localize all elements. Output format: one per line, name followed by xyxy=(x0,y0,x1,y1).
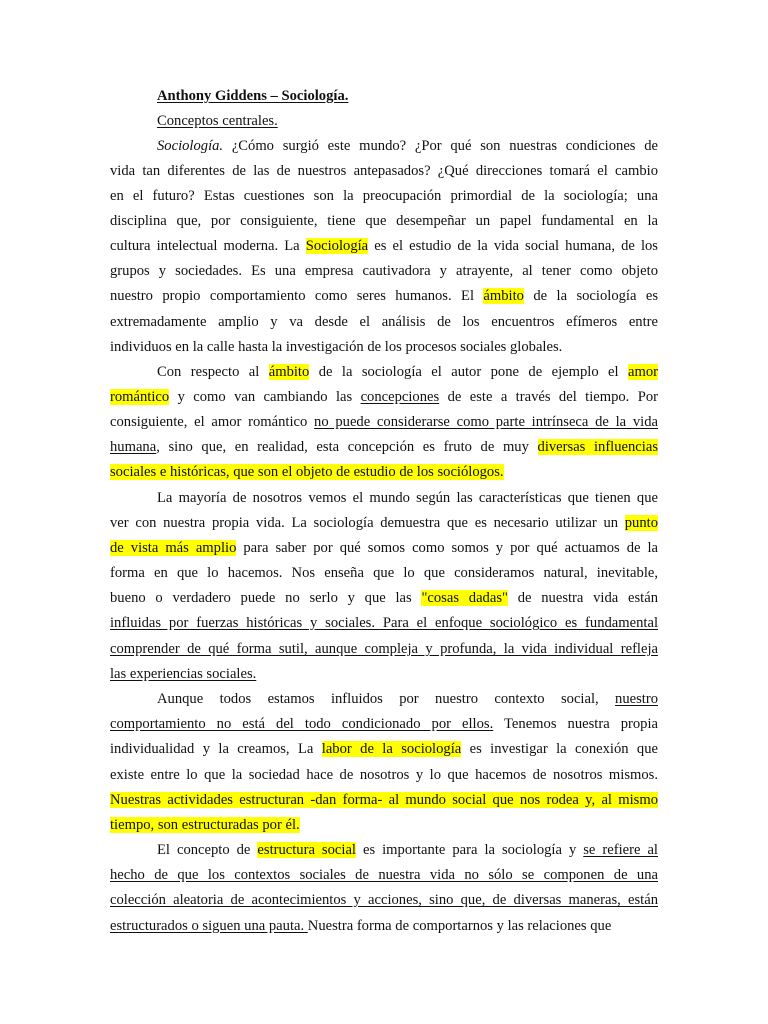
body-line xyxy=(110,538,658,558)
underlined-text: influidas por fuerzas históricas y sociales. Para el enfoque sociológico es fundamental xyxy=(110,615,658,631)
document-title xyxy=(157,86,348,106)
highlighted-text: ámbito xyxy=(268,364,310,380)
body-line xyxy=(110,739,658,759)
body-line xyxy=(110,865,658,885)
text-run: es importante para la sociología y xyxy=(355,842,584,858)
body-line xyxy=(110,513,658,533)
body-line xyxy=(110,588,658,608)
highlighted-text: estructura social xyxy=(257,842,356,858)
body-line xyxy=(110,462,658,482)
body-line xyxy=(110,261,658,281)
underlined-text: humana xyxy=(110,439,157,455)
body-line xyxy=(110,186,658,206)
body-line xyxy=(157,840,658,860)
underlined-text: hecho de que los contextos sociales de nuestra vida no sólo se componen de una xyxy=(110,867,658,883)
body-line xyxy=(110,639,658,659)
body-line xyxy=(110,563,658,583)
underlined-text: comportamiento no está del todo condicionado por ellos. xyxy=(110,716,494,732)
italic-text: Sociología. xyxy=(157,138,224,154)
highlighted-text: Nuestras actividades estructuran -dan forma- al mundo social que nos rodea y, al mismo xyxy=(110,792,658,808)
text-run: , sino que, en realidad, esta concepción es fruto de muy xyxy=(156,439,538,455)
body-line xyxy=(110,714,658,734)
text-run: grupos y sociedades. Es una empresa cautivadora y atrayente, al tener como objeto xyxy=(110,263,658,279)
highlighted-text: romántico xyxy=(110,389,170,405)
text-run: de la sociología el autor pone de ejemplo el xyxy=(309,364,628,380)
text-run: forma en que lo hacemos. Nos enseña que lo que consideramos natural, inevitable, xyxy=(110,565,658,581)
document-subtitle xyxy=(157,111,278,131)
body-line xyxy=(110,286,658,306)
text-run: bueno o verdadero puede no serlo y que las xyxy=(110,590,422,606)
title-text: Anthony Giddens – Sociología. xyxy=(157,88,349,104)
body-line xyxy=(110,312,658,332)
text-run: ver con nuestra propia vida. La sociología demuestra que es necesario utilizar un xyxy=(110,515,625,531)
highlighted-text: ámbito xyxy=(483,288,524,304)
body-line xyxy=(110,815,658,835)
underlined-text: comprender de qué forma sutil, aunque compleja y profunda, la vida individual refleja xyxy=(110,641,658,657)
text-run: Tenemos nuestra propia xyxy=(493,716,658,732)
text-run: de este a través del tiempo. Por xyxy=(439,389,658,405)
text-run: Aunque todos estamos influidos por nuestro contexto social, xyxy=(157,691,616,707)
underlined-text: las experiencias sociales. xyxy=(110,666,257,682)
underlined-text: colección aleatoria de acontecimientos y acciones, sino que, de diversas maneras, están xyxy=(110,892,658,908)
underlined-text: nuestro xyxy=(615,691,658,707)
text-run: y como van cambiando las xyxy=(169,389,361,405)
highlighted-text: sociales e históricas, que son el objeto de estudio de los sociólogos. xyxy=(110,464,504,480)
body-line xyxy=(110,765,658,785)
text-run: El concepto de xyxy=(157,842,258,858)
body-line xyxy=(110,211,658,231)
text-run: es investigar la conexión que xyxy=(461,741,658,757)
subtitle-text: Conceptos centrales. xyxy=(157,113,278,129)
highlighted-text: tiempo, son estructuradas por él. xyxy=(110,817,300,833)
body-line xyxy=(110,890,658,910)
text-run: individualidad y la creamos, La xyxy=(110,741,322,757)
text-run: en el futuro? Estas cuestiones son la preocupación primordial de la sociología; una xyxy=(110,188,658,204)
highlighted-text: "cosas dadas" xyxy=(421,590,508,606)
body-line xyxy=(110,613,658,633)
body-line xyxy=(110,387,658,407)
body-line xyxy=(110,790,658,810)
body-line xyxy=(110,437,658,457)
highlighted-text: Sociología xyxy=(305,238,369,254)
highlighted-text: labor de la sociología xyxy=(321,741,462,757)
text-run: cultura intelectual moderna. La xyxy=(110,238,306,254)
underlined-text: se refiere al xyxy=(583,842,658,858)
body-line xyxy=(110,664,658,684)
text-run: vida tan diferentes de las de nuestros antepasados? ¿Qué direcciones tomará el cambio xyxy=(110,163,658,179)
highlighted-text: de vista más amplio xyxy=(110,540,237,556)
text-run: de la sociología es xyxy=(523,288,658,304)
text-run: extremadamente amplio y va desde el análisis de los encuentros efímeros entre xyxy=(110,314,658,330)
body-line xyxy=(157,488,658,508)
text-run: existe entre lo que la sociedad hace de nosotros y lo que hacemos de nosotros mismos. xyxy=(110,767,658,783)
text-run: nuestro propio comportamiento como seres humanos. El xyxy=(110,288,484,304)
body-line xyxy=(157,136,658,156)
highlighted-text: punto xyxy=(624,515,658,531)
text-run: Con respecto al xyxy=(157,364,269,380)
text-run: individuos en la calle hasta la investigación de los procesos sociales globales. xyxy=(110,339,563,355)
highlighted-text: amor xyxy=(628,364,658,380)
body-line xyxy=(110,916,658,936)
text-run: La mayoría de nosotros vemos el mundo según las características que tienen que xyxy=(157,490,658,506)
body-line xyxy=(110,412,658,432)
text-run: consiguiente, el amor romántico xyxy=(110,414,315,430)
text-run: ¿Cómo surgió este mundo? ¿Por qué son nuestras condiciones de xyxy=(223,138,658,154)
body-line xyxy=(110,236,658,256)
highlighted-text: diversas influencias xyxy=(537,439,658,455)
underlined-text: concepciones xyxy=(360,389,440,405)
body-line xyxy=(157,689,658,709)
text-run: de nuestra vida están xyxy=(507,590,659,606)
text-run: Nuestra forma de comportarnos y las relaciones que xyxy=(307,918,612,934)
text-run: es el estudio de la vida social humana, de los xyxy=(368,238,658,254)
underlined-text: no puede considerarse como parte intrínseca de la vida xyxy=(314,414,659,430)
text-run: para saber por qué somos como somos y por qué actuamos de la xyxy=(236,540,658,556)
text-run: disciplina que, por consiguiente, tiene que desempeñar un papel fundamental en la xyxy=(110,213,658,229)
body-line xyxy=(157,362,658,382)
underlined-text: estructurados o siguen una pauta. xyxy=(110,918,308,934)
body-line xyxy=(110,161,658,181)
body-line xyxy=(110,337,658,357)
